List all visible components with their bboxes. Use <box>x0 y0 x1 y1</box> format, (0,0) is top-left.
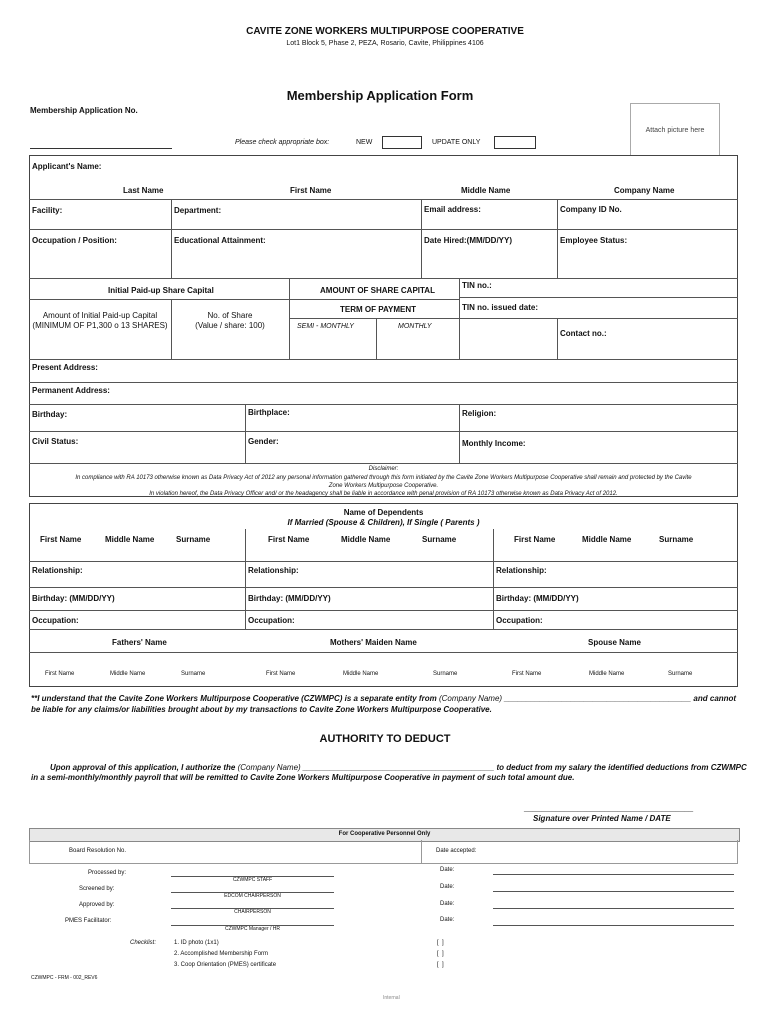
permanent-address-field[interactable]: Permanent Address: <box>32 386 110 395</box>
checklist-label: Checklist: <box>130 940 157 946</box>
form-title: Membership Application Form <box>286 88 474 103</box>
dep2-surname: Surname <box>422 535 457 544</box>
org-address: Lot1 Block 5, Phase 2, PEZA, Rosario, Cavite, Philippines 4106 <box>286 40 484 47</box>
father-middle-name: Middle Name <box>110 671 146 677</box>
dep3-surname: Surname <box>659 535 694 544</box>
app-no-label: Membership Application No. <box>30 106 138 115</box>
spouse-name-label: Spouse Name <box>588 638 641 647</box>
form-code: CZWMPC - FRM - 002_REV6 <box>31 975 98 981</box>
monthly-income-field[interactable]: Monthly Income: <box>462 439 526 448</box>
mothers-name-label: Mothers' Maiden Name <box>330 638 417 647</box>
initial-capital-label: Initial Paid-up Share Capital <box>108 286 214 295</box>
processed-date-label: Date: <box>440 867 455 873</box>
understanding-line1: **I understand that the Cavite Zone Workers Multipurpose Cooperative (CZWMPC) is a separate entity from (Company Name) __________________________________________ and cannot <box>31 694 737 703</box>
dependents-frame <box>29 503 738 687</box>
applicant-name-label: Applicant's Name: <box>32 162 102 171</box>
new-checkbox[interactable] <box>382 136 422 149</box>
dependents-subtitle: If Married (Spouse & Children), If Single ( Parents ) <box>287 518 480 527</box>
approved-date-label: Date: <box>440 901 455 907</box>
photo-box[interactable] <box>630 103 720 157</box>
spouse-middle-name: Middle Name <box>589 671 625 677</box>
disclaimer-line2: Zone Workers Multipurpose Cooperative. <box>328 483 439 489</box>
dep3-birthday[interactable]: Birthday: (MM/DD/YY) <box>496 594 579 603</box>
spouse-first-name: First Name <box>512 671 542 677</box>
role-staff: CZWMPC STAFF <box>232 877 273 883</box>
authority-title: AUTHORITY TO DEDUCT <box>319 733 451 745</box>
checklist-item-3: 3. Coop Orientation (PMES) certificate <box>174 962 277 968</box>
share-count-label: No. of Share <box>207 311 253 320</box>
mother-middle-name: Middle Name <box>343 671 379 677</box>
middle-name-label: Middle Name <box>461 186 511 195</box>
disclaimer-title: Disclaimer: <box>368 466 399 472</box>
org-name: CAVITE ZONE WORKERS MULTIPURPOSE COOPERATIVE <box>246 26 524 37</box>
role-manager: CZWMPC Manager / HR <box>224 926 280 932</box>
education-field[interactable]: Educational Attainment: <box>174 236 266 245</box>
employee-status-field[interactable]: Employee Status: <box>560 236 628 245</box>
monthly-option[interactable]: MONTHLY <box>398 323 432 330</box>
amount-share-capital-label: AMOUNT OF SHARE CAPITAL <box>320 286 435 295</box>
civil-status-field[interactable]: Civil Status: <box>32 437 79 446</box>
app-no-line[interactable] <box>30 148 172 149</box>
religion-field[interactable]: Religion: <box>462 409 497 418</box>
disclaimer-line3: In violation hereof, the Data Privacy Officer and/ or the headagency shall be liable in accordance with penal provision of RA 10173 otherwise known as Data Privacy Act of 2012. <box>149 491 618 497</box>
dep2-birthday[interactable]: Birthday: (MM/DD/YY) <box>248 594 331 603</box>
new-label: NEW <box>356 139 373 146</box>
dep1-relationship[interactable]: Relationship: <box>32 566 83 575</box>
tin-issued-field[interactable]: TIN no. issued date: <box>462 303 539 312</box>
birthday-field[interactable]: Birthday: <box>32 410 68 419</box>
facility-field[interactable]: Facility: <box>32 206 63 215</box>
authority-line2: in a semi-monthly/monthly payroll that will be remitted to Cavite Zone Workers Multipurpose Cooperative in payment of such total amount due. <box>31 773 575 782</box>
present-address-field[interactable]: Present Address: <box>32 363 98 372</box>
screened-date-label: Date: <box>440 884 455 890</box>
dep1-occupation[interactable]: Occupation: <box>32 616 79 625</box>
company-id-field[interactable]: Company ID No. <box>560 205 622 214</box>
office-header: For Cooperative Personnel Only <box>338 831 431 837</box>
dep1-birthday[interactable]: Birthday: (MM/DD/YY) <box>32 594 115 603</box>
dep3-middle-name: Middle Name <box>582 535 632 544</box>
contact-field[interactable]: Contact no.: <box>560 329 607 338</box>
screened-by-label: Screened by: <box>79 886 115 892</box>
signature-label: Signature over Printed Name / DATE <box>533 814 671 823</box>
department-field[interactable]: Department: <box>174 206 222 215</box>
share-value-label: (Value / share: 100) <box>195 321 265 330</box>
dep2-relationship[interactable]: Relationship: <box>248 566 299 575</box>
last-name-label: Last Name <box>123 186 164 195</box>
board-resolution-field[interactable]: Board Resolution No. <box>69 848 127 854</box>
footer-mark: Internal <box>383 995 400 1001</box>
processed-by-label: Processed by: <box>88 870 127 876</box>
signature-line[interactable]: ______________________________________ <box>524 803 694 812</box>
dep1-middle-name: Middle Name <box>105 535 155 544</box>
pmes-date-label: Date: <box>440 917 455 923</box>
dep3-occupation[interactable]: Occupation: <box>496 616 543 625</box>
photo-label: Attach picture here <box>645 127 705 134</box>
dep1-first-name: First Name <box>40 535 82 544</box>
fathers-name-label: Fathers' Name <box>112 638 167 647</box>
checklist-box-1[interactable]: [ ] <box>437 940 444 946</box>
dep2-first-name: First Name <box>268 535 310 544</box>
company-name-label: Company Name <box>614 186 675 195</box>
semi-monthly-option[interactable]: SEMI - MONTHLY <box>297 323 354 330</box>
pmes-label: PMES Facilitator: <box>65 918 112 924</box>
occupation-field[interactable]: Occupation / Position: <box>32 236 117 245</box>
term-payment-label: TERM OF PAYMENT <box>340 305 417 314</box>
father-first-name: First Name <box>45 671 75 677</box>
dep1-surname: Surname <box>176 535 211 544</box>
email-field[interactable]: Email address: <box>424 205 481 214</box>
dep2-occupation[interactable]: Occupation: <box>248 616 295 625</box>
tin-field[interactable]: TIN no.: <box>462 281 492 290</box>
role-chairperson: CHAIRPERSON <box>234 909 271 915</box>
dependents-title: Name of Dependents <box>343 508 424 517</box>
approved-by-label: Approved by: <box>79 902 115 908</box>
check-label: Please check appropriate box: <box>235 139 330 146</box>
checklist-item-1: 1. ID photo (1x1) <box>174 940 219 946</box>
dep3-relationship[interactable]: Relationship: <box>496 566 547 575</box>
dep3-first-name: First Name <box>514 535 556 544</box>
date-hired-field[interactable]: Date Hired:(MM/DD/YY) <box>424 236 513 245</box>
spouse-surname: Surname <box>668 671 693 677</box>
checklist-box-2[interactable]: [ ] <box>437 951 444 957</box>
mother-surname: Surname <box>433 671 458 677</box>
checklist-box-3[interactable]: [ ] <box>437 962 444 968</box>
update-checkbox[interactable] <box>494 136 536 149</box>
checklist-item-2: 2. Accomplished Membership Form <box>174 951 269 957</box>
date-accepted-field[interactable]: Date accepted: <box>436 848 477 854</box>
understanding-line2: be liable for any claims/or liabilities brought about by my transactions to Cavite Zone Workers Multipurpose Cooperative. <box>31 705 492 714</box>
mother-first-name: First Name <box>266 671 296 677</box>
office-header-bar <box>29 828 740 842</box>
role-edcom: EDCOM CHAIRPERSON <box>224 893 281 899</box>
dep2-middle-name: Middle Name <box>341 535 391 544</box>
first-name-label: First Name <box>290 186 332 195</box>
gender-field[interactable]: Gender: <box>248 437 279 446</box>
update-label: UPDATE ONLY <box>432 139 481 146</box>
father-surname: Surname <box>181 671 206 677</box>
initial-amount-min: (MINIMUM OF P1,300 o 13 SHARES) <box>32 321 168 330</box>
disclaimer-line1: In compliance with RA 10173 otherwise known as Data Privacy Act of 2012 any personal information gathered through this form initiated by the Cavite Zone Workers Multipurpose Cooperative shall remain and protected by the Cavite <box>75 475 692 481</box>
initial-amount-label: Amount of Initial Paid-up Capital <box>42 311 158 320</box>
authority-line1: Upon approval of this application, I authorize the (Company Name) ___________________________________________ to deduct from my salary the identified deductions from CZWMPC <box>50 763 747 772</box>
birthplace-field[interactable]: Birthplace: <box>248 408 290 417</box>
